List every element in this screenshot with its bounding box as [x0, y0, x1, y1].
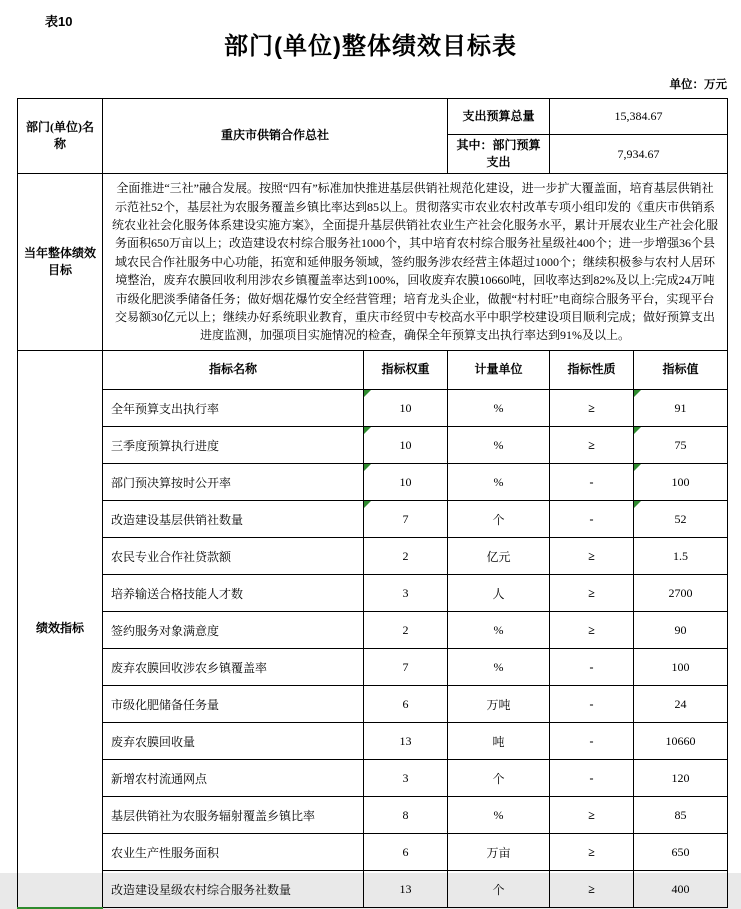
- indicator-name-cell: 废弃农膜回收量: [103, 723, 364, 760]
- indicator-name-cell: 签约服务对象满意度: [103, 612, 364, 649]
- indicator-weight-cell: 10: [364, 390, 448, 427]
- indicator-name-cell: 农业生产性服务面积: [103, 834, 364, 871]
- indicator-row: [18, 575, 728, 612]
- budget-total-label: 支出预算总量: [448, 99, 550, 135]
- indicator-name-cell: 三季度预算执行进度: [103, 427, 364, 464]
- indicator-row: [18, 538, 728, 575]
- indicator-unit-cell: %: [448, 464, 550, 501]
- indicator-value-cell: 120: [634, 760, 728, 797]
- unit-note: 单位：万元: [669, 79, 727, 91]
- indicator-unit-cell: %: [448, 797, 550, 834]
- indicator-nature-cell: ≥: [550, 871, 634, 908]
- indicator-value-cell: 75: [634, 427, 728, 464]
- green-triangle-flag-icon: [364, 501, 371, 508]
- indicator-unit-cell: 万亩: [448, 834, 550, 871]
- indicator-unit-cell: %: [448, 649, 550, 686]
- indicator-unit-cell: 亿元: [448, 538, 550, 575]
- table-number: 表10: [45, 14, 73, 29]
- indicator-value-cell: 1.5: [634, 538, 728, 575]
- indicator-name-cell: 废弃农膜回收涉农乡镇覆盖率: [103, 649, 364, 686]
- indicator-name-cell: 部门预决算按时公开率: [103, 464, 364, 501]
- indicator-unit-cell: 万吨: [448, 686, 550, 723]
- header-indicator-name: 指标名称: [103, 351, 364, 390]
- page-title: 部门(单位)整体绩效目标表: [224, 33, 517, 60]
- indicator-nature-cell: -: [550, 723, 634, 760]
- indicator-unit-cell: 人: [448, 575, 550, 612]
- indicator-weight-cell: 7: [364, 501, 448, 538]
- indicator-nature-cell: ≥: [550, 612, 634, 649]
- indicator-name-cell: 改造建设星级农村综合服务社数量: [103, 871, 364, 908]
- indicator-value-cell: 400: [634, 871, 728, 908]
- indicator-value-cell: 91: [634, 390, 728, 427]
- table-row: [18, 99, 728, 135]
- indicator-name-cell: 改造建设基层供销社数量: [103, 501, 364, 538]
- table-row: [18, 174, 728, 351]
- indicator-nature-cell: -: [550, 501, 634, 538]
- green-triangle-flag-icon: [634, 501, 641, 508]
- header-indicator-value: 指标值: [634, 351, 728, 390]
- indicator-nature-cell: ≥: [550, 797, 634, 834]
- header-measure-unit: 计量单位: [448, 351, 550, 390]
- indicator-row: [18, 612, 728, 649]
- green-triangle-flag-icon: [634, 427, 641, 434]
- indicator-name-cell: 市级化肥储备任务量: [103, 686, 364, 723]
- indicator-weight-cell: 8: [364, 797, 448, 834]
- indicator-value-cell: 100: [634, 464, 728, 501]
- indicator-nature-cell: ≥: [550, 390, 634, 427]
- indicator-value-cell: 2700: [634, 575, 728, 612]
- indicator-weight-cell: 13: [364, 723, 448, 760]
- indicator-weight-cell: 2: [364, 612, 448, 649]
- indicator-weight-cell: 10: [364, 464, 448, 501]
- indicator-row: [18, 797, 728, 834]
- green-triangle-flag-icon: [634, 464, 641, 471]
- indicator-value-cell: 100: [634, 649, 728, 686]
- indicator-unit-cell: %: [448, 612, 550, 649]
- dept-name-label: 部门(单位)名称: [18, 99, 103, 174]
- indicator-name-cell: 农民专业合作社贷款额: [103, 538, 364, 575]
- indicator-nature-cell: ≥: [550, 575, 634, 612]
- indicator-name-cell: 培养输送合格技能人才数: [103, 575, 364, 612]
- indicator-unit-cell: %: [448, 427, 550, 464]
- indicator-weight-cell: 7: [364, 649, 448, 686]
- dept-budget-value: 7,934.67: [550, 135, 728, 174]
- header-indicator-weight: 指标权重: [364, 351, 448, 390]
- indicator-weight-cell: 2: [364, 538, 448, 575]
- indicator-row: [18, 649, 728, 686]
- indicator-name-cell: 新增农村流通网点: [103, 760, 364, 797]
- indicator-row: [18, 871, 728, 908]
- indicator-header-row: [18, 351, 728, 390]
- indicator-value-cell: 24: [634, 686, 728, 723]
- indicator-weight-cell: 10: [364, 427, 448, 464]
- green-triangle-flag-icon: [364, 390, 371, 397]
- green-triangle-flag-icon: [364, 427, 371, 434]
- indicator-nature-cell: ≥: [550, 538, 634, 575]
- indicator-unit-cell: 吨: [448, 723, 550, 760]
- indicator-row: [18, 834, 728, 871]
- indicator-name-cell: 全年预算支出执行率: [103, 390, 364, 427]
- indicator-nature-cell: -: [550, 686, 634, 723]
- indicator-nature-cell: -: [550, 760, 634, 797]
- indicator-row: [18, 390, 728, 427]
- indicator-weight-cell: 6: [364, 834, 448, 871]
- header-indicator-nature: 指标性质: [550, 351, 634, 390]
- green-triangle-flag-icon: [364, 464, 371, 471]
- dept-name-value: 重庆市供销合作总社: [103, 99, 448, 174]
- indicator-value-cell: 650: [634, 834, 728, 871]
- indicator-row: [18, 501, 728, 538]
- annual-goal-text: 全面推进“三社”融合发展。按照“四有”标准加快推进基层供销社规范化建设，进一步扩大覆盖面，培育基层供销社示范社52个，基层社为农服务覆盖乡镇比率达到85以上。贯彻落实市农业农村改革专项小组印发的《重庆市供销系统农业社会化服务体系建设实施方案》，全面提升基层供销社农业生产社会化服务水平，累计开展农业生产社会化服务面积650万亩以上；改造建设农村综合服务社1000个，其中培育农村综合服务社星级社400个；进一步增强36个县域农民合作社服务中心功能，拓宽和延伸服务领域，签约服务涉农经营主体超过1000个；继续积极参与农村人居环境整治，废弃农膜回收利用涉农乡镇覆盖率达到100%，回收废弃农膜10660吨，回收率达到82%及以上:完成24万吨市级化肥淡季储备任务；做好烟花爆竹安全经营管理；培育龙头企业，做靓“村村旺”电商综合服务平台，实现平台交易额30亿元以上；继续办好系统职业教育，重庆市经贸中专校高水平中职学校建设项目顺利完成；做好预算支出进度监测，加强项目实施情况的检查，确保全年预算支出执行率达到91%及以上。: [103, 174, 728, 351]
- indicators-section-label: 绩效指标: [18, 351, 103, 908]
- indicator-nature-cell: -: [550, 464, 634, 501]
- indicator-row: [18, 427, 728, 464]
- indicator-row: [18, 686, 728, 723]
- budget-total-value: 15,384.67: [550, 99, 728, 135]
- indicator-unit-cell: 个: [448, 871, 550, 908]
- indicator-value-cell: 85: [634, 797, 728, 834]
- indicator-name-cell: 基层供销社为农服务辐射覆盖乡镇比率: [103, 797, 364, 834]
- indicator-nature-cell: ≥: [550, 427, 634, 464]
- indicator-row: [18, 464, 728, 501]
- indicator-nature-cell: ≥: [550, 834, 634, 871]
- indicator-nature-cell: -: [550, 649, 634, 686]
- annual-goal-label: 当年整体绩效目标: [18, 174, 103, 351]
- indicator-value-cell: 10660: [634, 723, 728, 760]
- green-triangle-flag-icon: [634, 390, 641, 397]
- indicator-weight-cell: 13: [364, 871, 448, 908]
- performance-target-table: [17, 98, 728, 909]
- dept-budget-label: 其中：部门预算支出: [448, 135, 550, 174]
- indicator-weight-cell: 6: [364, 686, 448, 723]
- indicator-value-cell: 52: [634, 501, 728, 538]
- indicator-weight-cell: 3: [364, 575, 448, 612]
- indicator-row: [18, 723, 728, 760]
- indicator-weight-cell: 3: [364, 760, 448, 797]
- indicator-row: [18, 760, 728, 797]
- indicator-unit-cell: %: [448, 390, 550, 427]
- indicator-unit-cell: 个: [448, 501, 550, 538]
- indicator-unit-cell: 个: [448, 760, 550, 797]
- indicator-value-cell: 90: [634, 612, 728, 649]
